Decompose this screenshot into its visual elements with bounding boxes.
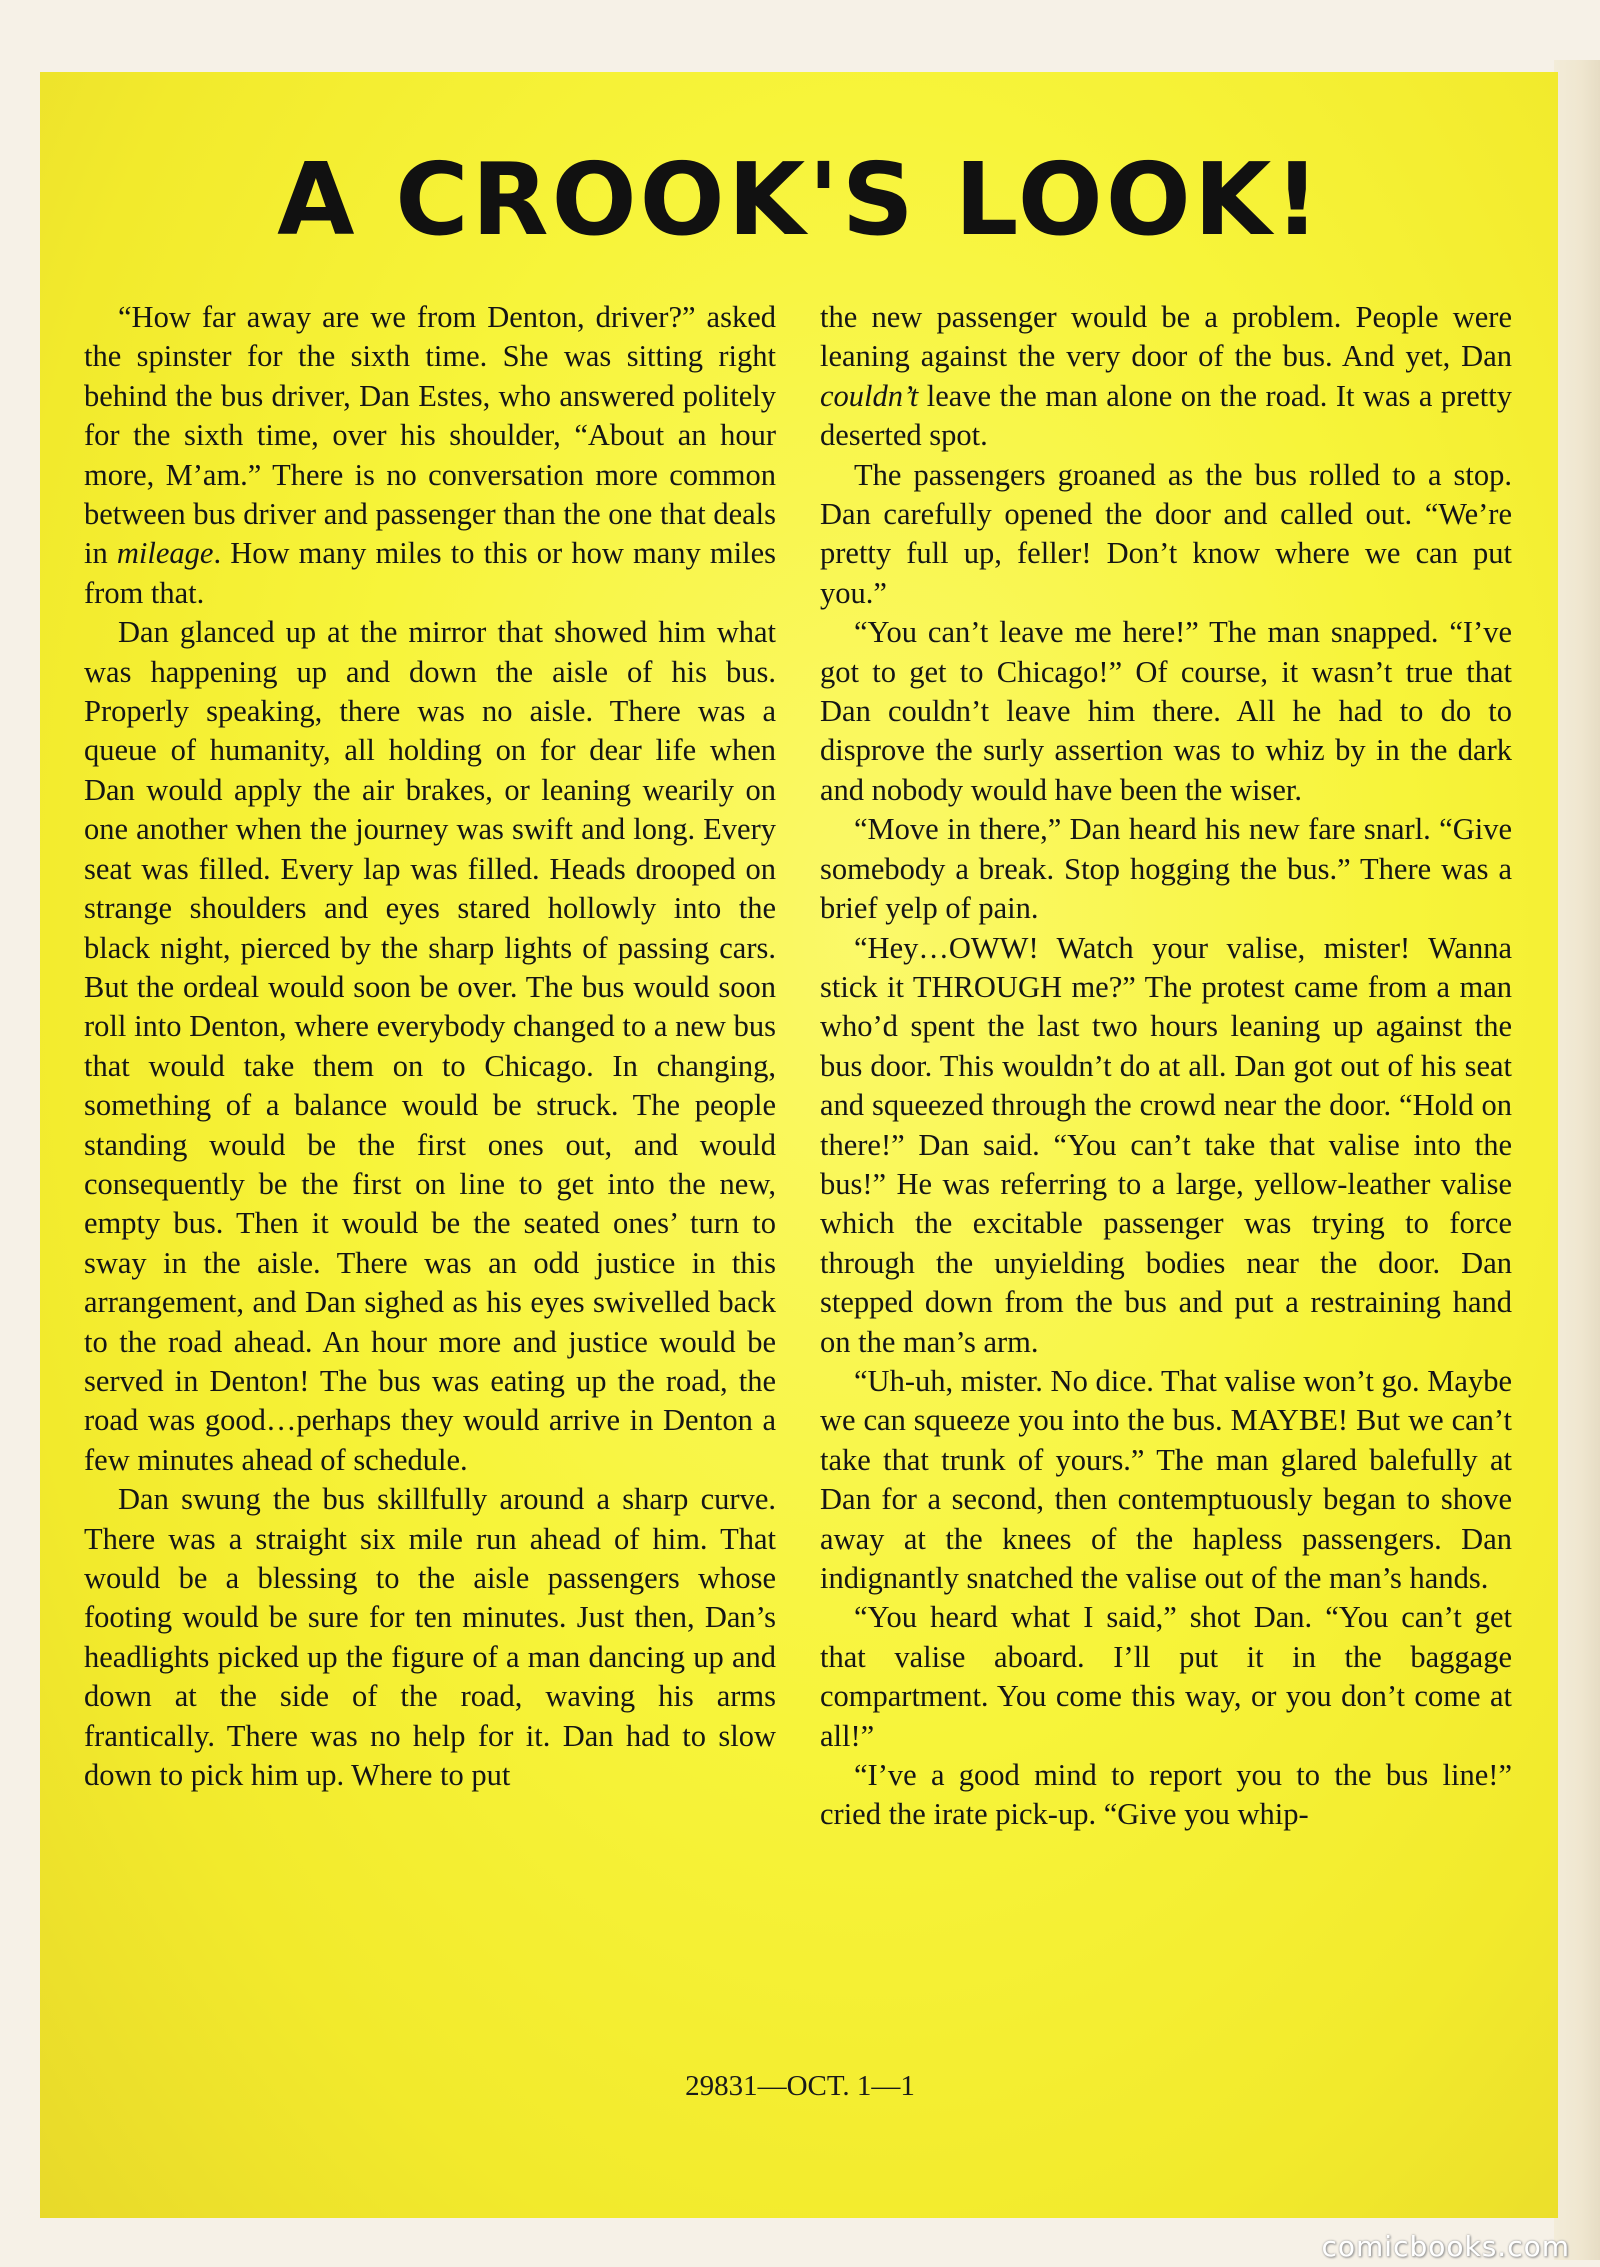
right-column <box>820 298 1512 1835</box>
paragraph-2: Dan glanced up at the mirror that showed him what was happening up and down the aisle of his bus. Properly speaking, there was no aisle. There was a queue of humanity, all holding on for dear life when Dan would apply the air brakes, or leaning wearily on one another when the journey was swift and long. Every seat was filled. Every lap was filled. Heads drooped on strange shoulders and eyes stared hollowly into the black night, pierced by the sharp lights of passing cars. But the ordeal would soon be over. The bus would soon roll into Denton, where everybody changed to a new bus that would take them on to Chicago. In changing, something of a balance would be struck. The people standing would be the first ones out, and would consequently be the first on line to get into the new, empty bus. Then it would be the seated ones’ turn to sway in the aisle. There was an odd justice in this arrangement, and Dan sighed as his eyes swivelled back to the road ahead. An hour more and justice would be served in Denton! The bus was eating up the road, the road was good…perhaps they would arrive in Denton a few minutes ahead of schedule. <box>84 615 776 1477</box>
page-edge <box>1554 60 1600 2260</box>
paragraph-11: “I’ve a good mind to report you to the bus line!” cried the irate pick-up. “Give you whip- <box>820 1758 1512 1832</box>
paragraph-3: Dan swung the bus skillfully around a sharp curve. There was a straight six mile run ahead of him. That would be a blessing to the aisle passengers whose footing would be sure for ten minutes. Just then, Dan’s headlights picked up the figure of a man dancing up and down at the side of the road, waving his arms frantically. There was no help for it. Dan had to slow down to pick him up. Where to put <box>84 1482 776 1793</box>
paragraph-6: “You can’t leave me here!” The man snapped. “I’ve got to get to Chicago!” Of course, it wasn’t true that Dan couldn’t leave him there. All he had to do to disprove the surly assertion was to whiz by in the dark and nobody would have been the wiser. <box>820 615 1512 807</box>
paragraph-4-end: leave the man alone on the road. It was a pretty deserted spot. <box>820 378 1512 453</box>
paragraph-1-end: . How many miles to this or how many miles from that. <box>84 536 776 610</box>
paragraph-5: The passengers groaned as the bus rolled to a stop. Dan carefully opened the door and called out. “We’re pretty full up, feller! Don’t know where we can put you.” <box>820 457 1512 610</box>
left-column <box>84 298 776 1795</box>
paragraph-7: “Move in there,” Dan heard his new fare snarl. “Give somebody a break. Stop hogging the bus.” There was a brief yelp of pain. <box>820 812 1512 926</box>
paragraph-4-text: the new passenger would be a problem. People were leaning against the very door of the bus. And yet, Dan <box>820 300 1512 374</box>
paragraph-4-italic: couldn’t <box>820 378 919 413</box>
paragraph-8: “Hey…OWW! Watch your valise, mister! Wanna stick it THROUGH me?” The protest came from a man who’d spent the last two hours leaning up against the bus door. This wouldn’t do at all. Dan got out of his seat and squeezed through the crowd near the door. “Hold on there!” Dan said. “You can’t take that valise into the bus!” He was referring to a large, yellow-leather valise which the excitable passenger was trying to force through the unyielding bodies near the door. Dan stepped down from the bus and put a restraining hand on the man’s arm. <box>820 930 1512 1359</box>
paragraph-9: “Uh-uh, mister. No dice. That valise won’t go. Maybe we can squeeze you into the bus. MAYBE! But we can’t take that trunk of yours.” The man glared balefully at Dan for a second, then contemptuously began to shove away at the knees of the hapless passengers. Dan indignantly snatched the valise out of the man’s hands. <box>820 1363 1512 1595</box>
watermark: comicbooks.com <box>1321 2230 1570 2263</box>
paragraph-1-italic: mileage <box>116 536 214 571</box>
folio-number: 29831—OCT. 1—1 <box>685 2070 915 2102</box>
paragraph-1-text: “How far away are we from Denton, driver?” asked the spinster for the sixth time. She was sitting right behind the bus driver, Dan Estes, who answered politely for the sixth time, over his shoulder, “About an hour more, M’am.” There is no conversation more common between bus driver and passenger than the one that deals in <box>84 300 776 571</box>
paragraph-10: “You heard what I said,” shot Dan. “You can’t get that valise aboard. I’ll put it in the baggage compartment. You come this way, or you don’t come at all!” <box>820 1600 1512 1753</box>
story-title: A CROOK'S LOOK! <box>277 141 1323 258</box>
paragraph-4 <box>820 298 1512 456</box>
paragraph-1 <box>84 298 776 613</box>
